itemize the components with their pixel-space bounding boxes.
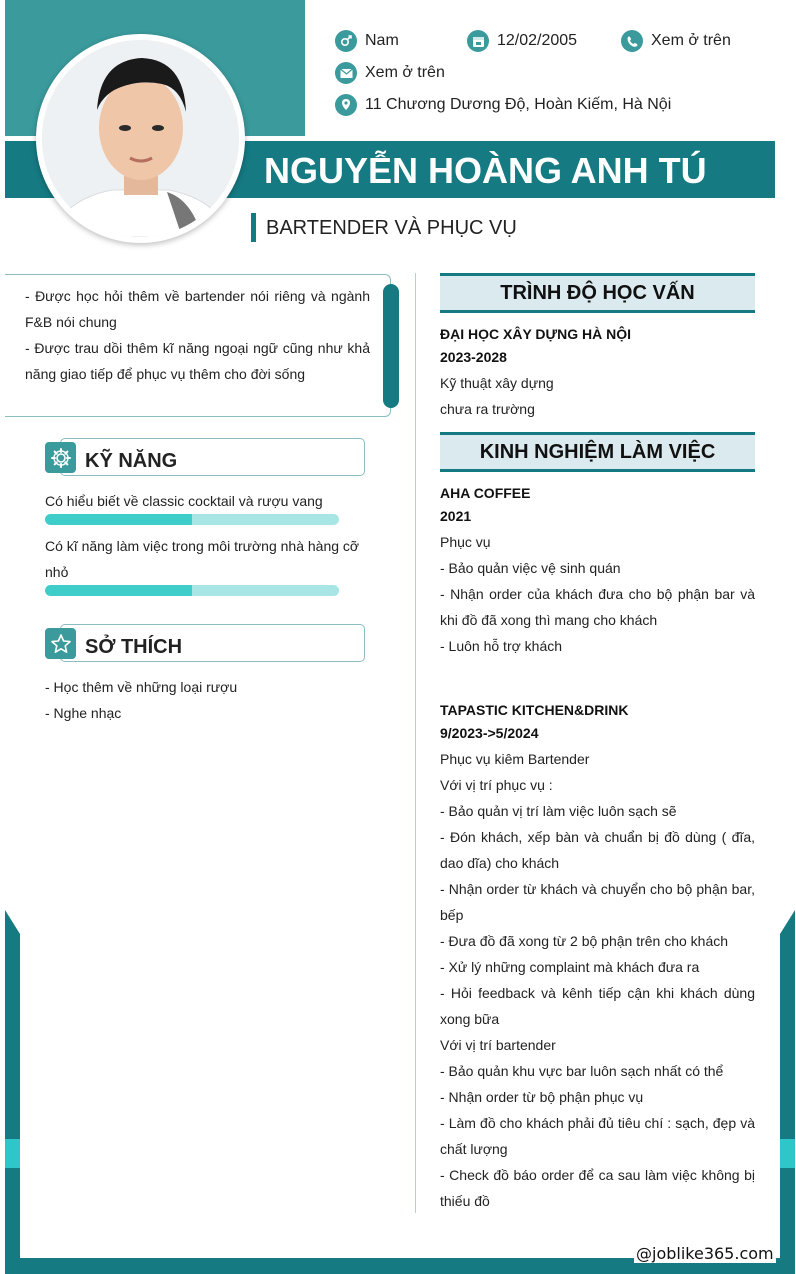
- job-line: - Làm đồ cho khách phải đủ tiêu chí : sạch, đẹp và chất lượng: [440, 1115, 755, 1157]
- birthdate-text: 12/02/2005: [497, 32, 578, 49]
- email-text: Xem ở trên: [365, 64, 445, 81]
- gear-icon: [45, 442, 76, 473]
- education-status: chưa ra trường: [440, 401, 535, 417]
- skills-title: KỸ NĂNG: [85, 450, 178, 472]
- frame-accent-right: [780, 1139, 795, 1168]
- job-line: - Nhận order từ bộ phận phục vụ: [440, 1089, 644, 1105]
- job-line: Với vị trí phục vụ :: [440, 777, 553, 793]
- candidate-name: NGUYỄN HOÀNG ANH TÚ: [264, 150, 707, 191]
- job-line: - Nhận order từ khách và chuyển cho bộ phận bar, bếp: [440, 881, 755, 923]
- avatar: [42, 40, 239, 237]
- frame-left: [5, 910, 20, 1274]
- gender-text: Nam: [365, 32, 399, 49]
- candidate-position: BARTENDER VÀ PHỤC VỤ: [266, 217, 517, 239]
- job-period: 9/2023->5/2024: [440, 725, 539, 741]
- job-line: Với vị trí bartender: [440, 1037, 556, 1053]
- job-line: - Bảo quản khu vực bar luôn sạch nhất có thể: [440, 1063, 724, 1079]
- job-period: 2021: [440, 508, 472, 524]
- job-description: [440, 529, 755, 659]
- watermark-text: @joblike365.com: [636, 1244, 774, 1263]
- objective-accent: [383, 284, 399, 408]
- job-line: - Bảo quản vị trí làm việc luôn sạch sẽ: [440, 803, 677, 819]
- skill-bar-fill: [45, 585, 192, 596]
- phone-text: Xem ở trên: [651, 32, 731, 49]
- job-line: - Đón khách, xếp bàn và chuẩn bị đồ dùng ( đĩa, dao dĩa) cho khách: [440, 829, 755, 871]
- job-company: AHA COFFEE: [440, 485, 531, 501]
- objective-text: [25, 283, 370, 387]
- location-icon: [335, 94, 357, 116]
- job-description: [440, 746, 755, 1214]
- star-icon: [45, 628, 76, 659]
- job-line: Phục vụ: [440, 534, 491, 550]
- skill-label: Có kĩ năng làm việc trong môi trường nhà hàng cỡ nhỏ: [45, 538, 360, 580]
- hobby-item: - Học thêm về những loại rượu: [45, 679, 238, 695]
- objective-line: - Được trau dồi thêm kĩ năng ngoại ngữ cũng như khả năng giao tiếp để phục vụ thêm cho đời sống: [25, 340, 370, 382]
- skill-bar: [45, 585, 339, 596]
- hobbies-title: SỞ THÍCH: [85, 636, 183, 658]
- job-company: TAPASTIC KITCHEN&DRINK: [440, 702, 629, 718]
- education-school: ĐẠI HỌC XÂY DỰNG HÀ NỘI: [440, 326, 632, 342]
- education-major: Kỹ thuật xây dựng: [440, 375, 554, 391]
- job-line: - Hỏi feedback và kênh tiếp cận khi khách dùng xong bữa: [440, 985, 755, 1027]
- job-line: - Luôn hỗ trợ khách: [440, 638, 563, 654]
- avatar-photo: [42, 40, 239, 237]
- calendar-icon: [467, 30, 489, 52]
- education-heading: TRÌNH ĐỘ HỌC VẤN: [440, 273, 755, 313]
- skill-bar-fill: [45, 514, 192, 525]
- job-line: - Xử lý những complaint mà khách đưa ra: [440, 959, 700, 975]
- job-line: Phục vụ kiêm Bartender: [440, 751, 590, 767]
- job-line: - Bảo quản việc vệ sinh quán: [440, 560, 621, 576]
- frame-right: [780, 910, 795, 1274]
- frame-accent-left: [5, 1139, 20, 1168]
- gender-icon: [335, 30, 357, 52]
- phone-icon: [621, 30, 643, 52]
- hobby-item: - Nghe nhạc: [45, 705, 122, 721]
- column-divider: [415, 273, 416, 1213]
- job-line: - Đưa đồ đã xong từ 2 bộ phận trên cho khách: [440, 933, 729, 949]
- email-icon: [335, 62, 357, 84]
- address-text: 11 Chương Dương Độ, Hoàn Kiếm, Hà Nội: [365, 96, 672, 113]
- title-accent: [251, 213, 256, 242]
- education-period: 2023-2028: [440, 349, 507, 365]
- job-line: - Check đồ báo order để ca sau làm việc không bị thiếu đồ: [440, 1167, 755, 1209]
- job-line: - Nhận order của khách đưa cho bộ phận bar và khi đồ đã xong thì mang cho khách: [440, 586, 755, 628]
- skill-bar: [45, 514, 339, 525]
- objective-line: - Được học hỏi thêm về bartender nói riêng và ngành F&B nói chung: [25, 288, 370, 330]
- skill-label: Có hiểu biết về classic cocktail và rượu vang: [45, 493, 323, 509]
- experience-heading: KINH NGHIỆM LÀM VIỆC: [440, 432, 755, 472]
